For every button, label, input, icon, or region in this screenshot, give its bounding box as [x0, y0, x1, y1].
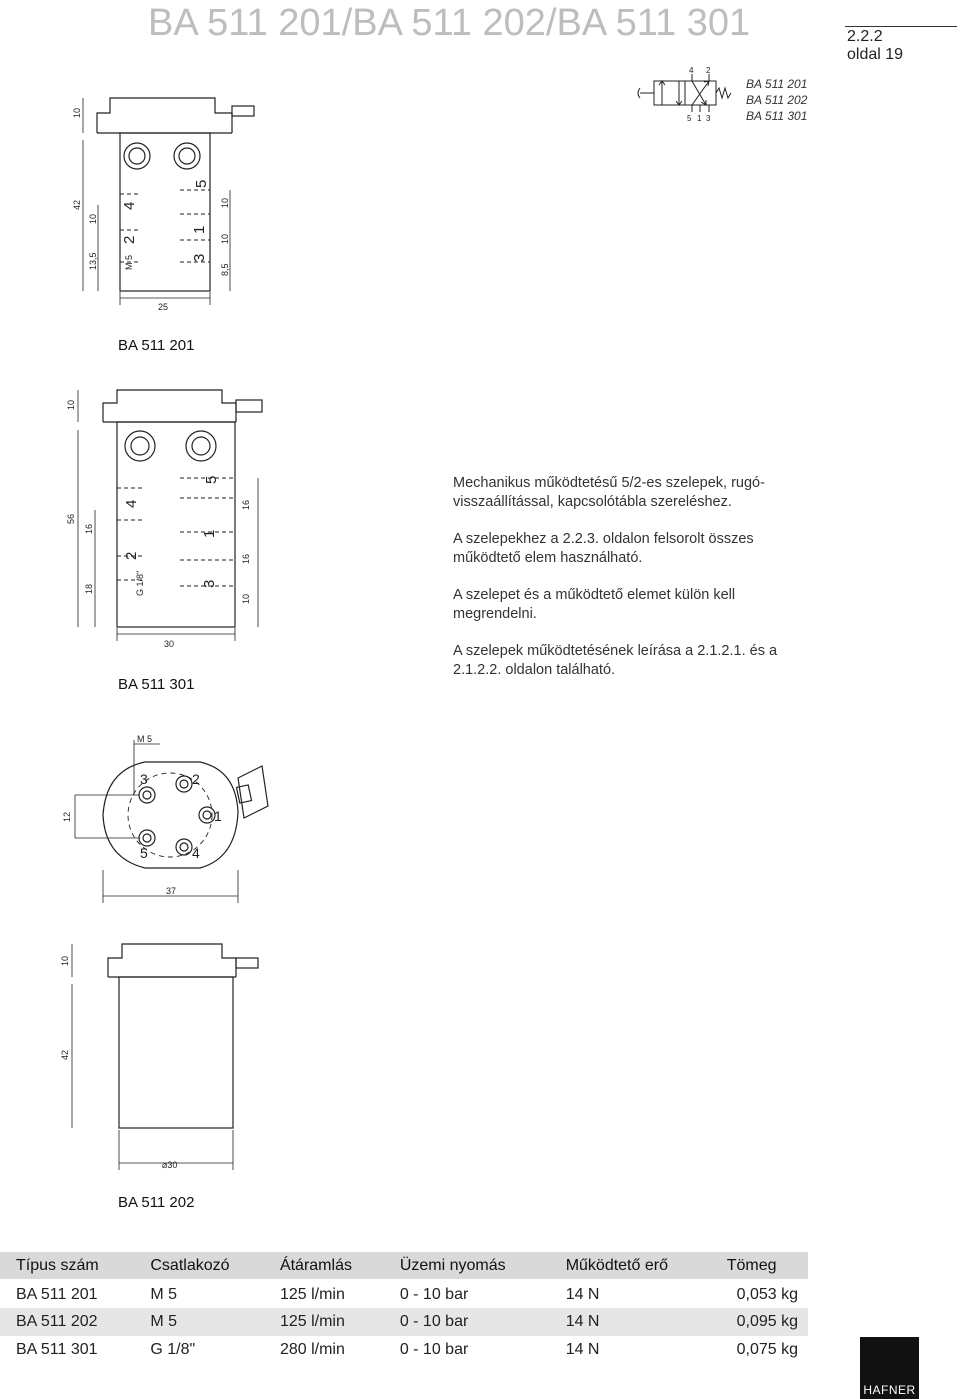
- column-header: Csatlakozó: [134, 1252, 264, 1280]
- dim-label: 56: [66, 513, 76, 524]
- dim-label: G 1/8": [135, 570, 145, 596]
- dim-label: 25: [158, 302, 169, 312]
- port-label: 4: [192, 845, 200, 861]
- dim-label: ⌀30: [162, 1160, 178, 1170]
- valve-symbol: [634, 64, 734, 129]
- port-label: 3: [191, 253, 208, 262]
- table-cell: BA 511 201: [16, 1285, 98, 1303]
- caption-ba511201: BA 511 201: [118, 337, 195, 354]
- drawing-ba511202: [0, 0, 300, 1195]
- table-header-row: [0, 1252, 808, 1280]
- port-label: 4: [121, 201, 138, 210]
- section-number: 2.2.2: [847, 28, 883, 45]
- port-label: 5: [203, 475, 220, 484]
- dim-label: 16: [241, 499, 251, 510]
- dim-label: M 5: [124, 254, 134, 270]
- table-row: [0, 1280, 808, 1308]
- table-cell: 125 l/min: [264, 1308, 384, 1336]
- table-cell: 125 l/min: [279, 1285, 345, 1303]
- dim-label: 37: [166, 886, 177, 896]
- description-paragraph: Mechanikus működtetésű 5/2-es szelepek, rugó-visszaállítással, kapcsolótábla szereléshez.: [453, 475, 765, 510]
- dim-label: 10: [60, 955, 70, 966]
- port-label: 1: [191, 225, 208, 234]
- dim-label: 16: [84, 523, 94, 534]
- dim-label: M 5: [137, 734, 153, 744]
- table-cell: 0 - 10 bar: [384, 1308, 550, 1336]
- dim-label: 10: [220, 233, 230, 244]
- dim-label: 42: [60, 1049, 70, 1060]
- description: [453, 474, 813, 698]
- symbol-model: BA 511 201: [746, 77, 808, 91]
- table-cell: G 1/8": [150, 1341, 196, 1358]
- spec-table: [0, 1252, 808, 1364]
- description-paragraph: A szelepek működtetésének leírása a 2.1.2.1. és a 2.1.2.2. oldalon található.: [453, 643, 778, 678]
- hafner-logo: [860, 1337, 919, 1399]
- table-cell: 0,095 kg: [711, 1308, 808, 1336]
- port-label: 2: [123, 551, 140, 560]
- section-rule: [845, 26, 957, 27]
- table-cell: 0,075 kg: [736, 1341, 798, 1358]
- dim-label: 8,5: [220, 263, 230, 276]
- port-label: 3: [201, 579, 218, 588]
- dim-label: 10: [220, 197, 230, 208]
- dim-label: 16: [241, 553, 251, 564]
- column-header: Működtető erő: [550, 1252, 711, 1280]
- port-3-label: 3: [706, 114, 711, 123]
- dim-label: 10: [72, 107, 82, 118]
- description-paragraph: A szelepet és a működtető elemet külön kell megrendelni.: [453, 587, 736, 622]
- column-header: Átáramlás: [264, 1252, 384, 1280]
- port-label: 2: [192, 771, 200, 787]
- column-header: Üzemi nyomás: [384, 1252, 550, 1280]
- caption-ba511301: BA 511 301: [118, 676, 195, 693]
- table-cell: M 5: [150, 1285, 178, 1303]
- table-cell: 14 N: [565, 1341, 600, 1358]
- port-label: 1: [214, 808, 222, 824]
- port-label: 2: [121, 235, 138, 244]
- table-cell: 14 N: [550, 1308, 711, 1336]
- table-cell: 0 - 10 bar: [399, 1341, 469, 1358]
- dim-label: 42: [72, 199, 82, 210]
- table-cell: 0,053 kg: [736, 1285, 798, 1303]
- port-2-label: 2: [706, 66, 711, 75]
- caption-ba511202: BA 511 202: [118, 1194, 195, 1211]
- symbol-model: BA 511 301: [746, 109, 808, 123]
- page-number: oldal 19: [847, 46, 904, 63]
- table-cell: M 5: [134, 1308, 264, 1336]
- port-1-label: 1: [697, 114, 702, 123]
- table-cell: 0 - 10 bar: [399, 1285, 469, 1303]
- table-cell: BA 511 202: [0, 1308, 134, 1336]
- port-label: 5: [140, 845, 148, 861]
- port-label: 4: [123, 499, 140, 508]
- table-cell: BA 511 301: [16, 1341, 98, 1358]
- table-cell: 280 l/min: [279, 1341, 345, 1358]
- dim-label: 10: [66, 399, 76, 410]
- logo-text: HAFNER: [863, 1383, 916, 1397]
- column-header: Tömeg: [711, 1252, 808, 1280]
- dim-label: 18: [84, 583, 94, 594]
- dim-label: 10: [88, 213, 98, 224]
- dim-label: 13,5: [88, 252, 98, 270]
- symbol-model: BA 511 202: [746, 93, 808, 107]
- port-label: 1: [201, 529, 218, 538]
- description-paragraph: A szelepekhez a 2.2.3. oldalon felsorolt összes működtető elem használható.: [453, 531, 754, 566]
- port-label: 5: [193, 179, 210, 188]
- dim-label: 12: [62, 811, 72, 822]
- symbol-model-list: [746, 76, 807, 124]
- port-5-label: 5: [687, 114, 692, 123]
- dim-label: 10: [241, 593, 251, 604]
- column-header: Típus szám: [0, 1252, 134, 1280]
- page-title: BA 511 201/BA 511 202/BA 511 301: [148, 2, 751, 44]
- table-row: [0, 1308, 808, 1336]
- table-row: [0, 1336, 808, 1364]
- port-label: 3: [140, 771, 148, 787]
- dim-label: 30: [164, 639, 175, 649]
- port-4-label: 4: [689, 66, 694, 75]
- table-cell: 14 N: [565, 1285, 600, 1303]
